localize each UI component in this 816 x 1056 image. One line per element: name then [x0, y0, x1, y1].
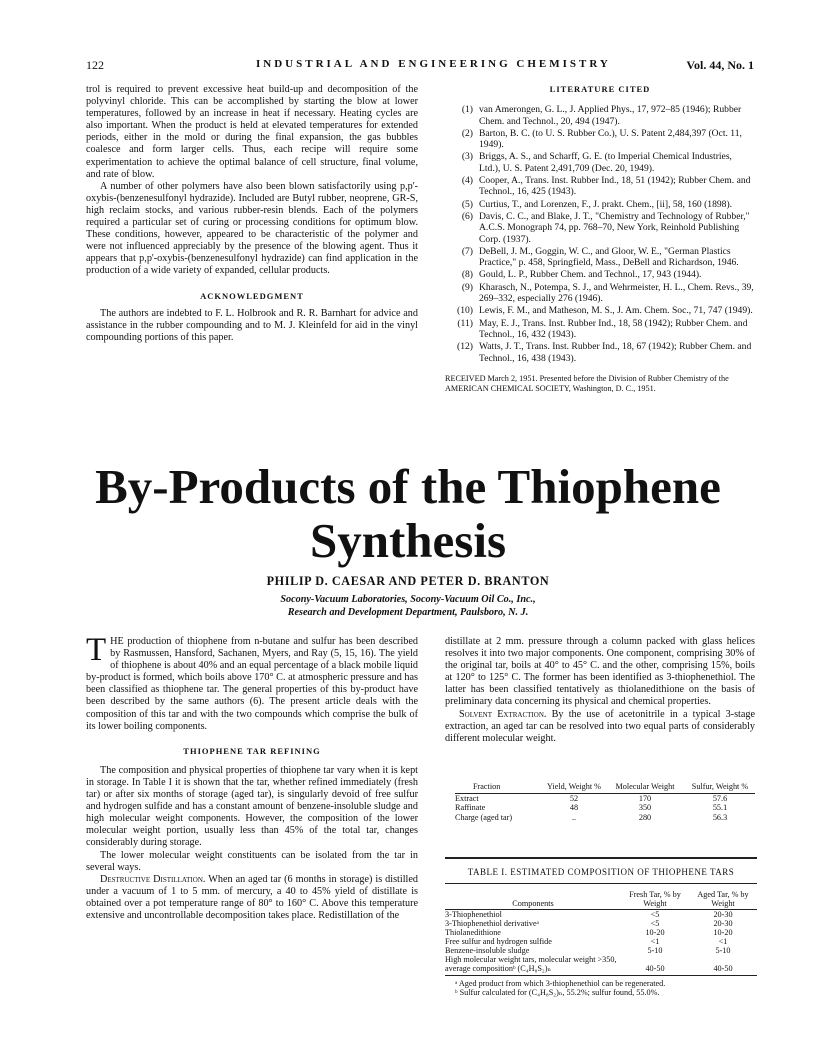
author-affiliation	[60, 594, 756, 619]
table-cell: 52	[569, 794, 579, 804]
table-row	[445, 910, 757, 920]
reference-number: (4)	[461, 175, 473, 187]
affiliation-line: Socony-Vacuum Laboratories, Socony-Vacuum Oil Co., Inc.,	[280, 594, 536, 605]
reference-text: Gould, L. P., Rubber Chem. and Technol., 17, 943 (1944).	[479, 269, 702, 281]
article-authors: PHILIP D. CAESAR AND PETER D. BRANTON	[266, 574, 550, 588]
reference-text: May, E. J., Trans. Inst. Rubber Ind., 18, 58 (1942); Rubber Chem. and Technol., 16, 432 (1943).	[479, 317, 748, 340]
table-cell: 55.1	[712, 803, 728, 813]
table-row	[445, 955, 757, 973]
table-footnotes	[445, 975, 757, 997]
reference-item	[445, 341, 755, 364]
table-cell: Thiolanedithione	[445, 928, 501, 937]
table-cell: 20-30	[713, 919, 733, 928]
page-number: 122	[86, 58, 104, 72]
table-cell: Extract	[455, 794, 479, 804]
reference-item	[445, 211, 755, 245]
table-cell: 3-Thiophenethiol	[445, 910, 502, 919]
table-cell: <1	[650, 937, 660, 946]
table-cell: 280	[638, 812, 652, 822]
table-cell: High molecular weight tars, molecular weight >350, average compositionᵇ (C₄H₈S₂)ₙ	[445, 955, 617, 973]
table-header-row	[455, 782, 755, 794]
fraction-table	[455, 782, 755, 822]
reference-item	[445, 151, 755, 174]
table-row	[445, 937, 757, 946]
received-note: RECEIVED March 2, 1951. Presented before the Division of Rubber Chemistry of the AMERICAN CHEMICAL SOCIETY, Washington, D. C., 1951.	[445, 373, 729, 393]
run-in-heading: Solvent Extraction.	[459, 708, 547, 720]
reference-number: (8)	[461, 269, 473, 281]
table-row	[455, 813, 755, 822]
table-cell: 57.6	[712, 794, 728, 804]
column-header: Yield, Weight %	[543, 782, 605, 794]
reference-text: Kharasch, N., Potempa, S. J., and Wehrmeister, H. L., Chem. Revs., 39, 269–332, especially 276 (1946).	[479, 281, 754, 305]
table-cell: 5-10	[647, 946, 663, 955]
table-cell: 48	[569, 803, 579, 813]
article-left-column	[86, 632, 418, 922]
running-header	[86, 56, 754, 74]
reference-text: van Amerongen, G. L., J. Applied Phys., 17, 972–85 (1946); Rubber Chem. and Technol., 20, 494 (1947).	[479, 104, 742, 127]
column-header: Aged Tar, % by Weight	[689, 890, 757, 910]
reference-item	[445, 318, 755, 341]
reference-number: (7)	[461, 245, 473, 257]
reference-number: (3)	[461, 151, 473, 163]
reference-text: Briggs, A. S., and Scharff, G. E. (to Imperial Chemical Industries, Ltd.), U. S. Patent 2,491,709 (Dec. 20, 1949).	[479, 151, 732, 174]
reference-item	[445, 175, 755, 198]
intro-paragraph	[86, 632, 418, 733]
table-cell: 20-30	[713, 910, 733, 919]
body-paragraph: The composition and physical properties of thiophene tar vary when it is kept in storage. In Table I it is shown that the tar, whether refined immediately (fresh tar) or after six months of storage (aged tar), is singularly devoid of free sulfur and hydrogen sulfide and has a constant amount of benzene-insoluble sludge and high molecular weight components. However, the composition of the lower molecular weight portion, usually less than 45% of the total tar, changes considerably during storage.	[86, 764, 418, 849]
literature-cited-heading: LITERATURE CITED	[549, 84, 651, 94]
reference-number: (2)	[461, 127, 473, 139]
column-header: Fraction	[455, 782, 543, 794]
column-header: Fresh Tar, % by Weight	[621, 890, 689, 910]
table-row	[445, 946, 757, 955]
table-cell: 5-10	[715, 946, 731, 955]
table-cell: 40-50	[645, 964, 665, 973]
reference-number: (10)	[457, 305, 473, 317]
reference-item	[445, 269, 755, 280]
table-cell: Charge (aged tar)	[455, 812, 513, 822]
reference-number: (5)	[461, 198, 473, 210]
affiliation-line: Research and Development Department, Paulsboro, N. J.	[287, 606, 529, 618]
body-paragraph: distillate at 2 mm. pressure through a column packed with glass helices resolves it into two major components. One component, comprising 30% of the original tar, boils at 40° to 45° C. and the other, comprising 15%, boils at 120° to 125° C. The former has been identified as 3-thiophenethiol. The latter has been classified tentatively as thiolanedithione on the basis of preliminary data concerning its physical and chemical properties.	[445, 636, 755, 708]
reference-item	[445, 104, 755, 127]
table-header-row	[445, 890, 757, 910]
table-cell: 350	[638, 803, 652, 813]
reference-item	[445, 282, 755, 305]
table-cell: 56.3	[712, 812, 728, 822]
journal-name: INDUSTRIAL AND ENGINEERING CHEMISTRY	[256, 58, 611, 70]
acknowledgment-text: The authors are indebted to F. L. Holbrook and R. R. Barnhart for advice and assistance in the rubber compounding and to M. J. Kleinfeld for aid in the vinyl compounding portions of this paper.	[86, 307, 418, 343]
reference-list	[445, 104, 755, 364]
column-header: Sulfur, Weight %	[685, 782, 755, 794]
table-cell: <5	[650, 910, 660, 919]
reference-number: (1)	[461, 104, 473, 116]
reference-text: Barton, B. C. (to U. S. Rubber Co.), U. S. Patent 2,484,397 (Oct. 11, 1949).	[479, 127, 742, 151]
section-heading: THIOPHENE TAR REFINING	[183, 745, 321, 756]
body-paragraph	[445, 709, 755, 745]
body-paragraph: The lower molecular weight constituents can be isolated from the tar in several ways.	[86, 849, 418, 873]
literature-cited-section	[445, 84, 755, 394]
table-row	[445, 919, 757, 928]
reference-number: (11)	[457, 317, 473, 329]
table-cell: 40-50	[713, 964, 733, 973]
table-cell: <5	[650, 919, 660, 928]
reference-text: Lewis, F. M., and Matheson, M. S., J. Am. Chem. Soc., 71, 747 (1949).	[479, 305, 753, 317]
drop-cap: T	[86, 632, 107, 668]
paragraph-text: By the use of acetonitrile in a typical 3-stage extraction, an aged tar can be resolved into two equal parts of considerably different molecular weight.	[445, 708, 756, 744]
paragraph-text: When an aged tar (6 months in storage) is distilled under a vacuum of 1 to 5 mm. of mercury, a 40 to 45% yield of distillate is obtained over a pot temperature range of 80° to 160° C. Above this temperature extensive and uncontrollable decomposition takes place. Redistillation of the	[86, 873, 418, 921]
article-title	[60, 460, 756, 568]
reference-item	[445, 128, 755, 151]
article-right-column	[445, 636, 755, 745]
table-cell: <1	[718, 937, 728, 946]
table-row	[445, 928, 757, 937]
reference-text: Cooper, A., Trans. Inst. Rubber Ind., 18, 51 (1942); Rubber Chem. and Technol., 16, 425 (1943).	[479, 175, 751, 198]
volume-issue: Vol. 44, No. 1	[686, 58, 754, 72]
table-cell: 10-20	[713, 928, 733, 937]
reference-text: Davis, C. C., and Blake, J. T., "Chemistry and Technology of Rubber," A.C.S. Monograph 74, pp. 768–70, New York, Reinhold Publishing Corp. (1937).	[479, 210, 750, 245]
reference-item	[445, 199, 755, 210]
table-caption: TABLE I. ESTIMATED COMPOSITION OF THIOPHENE TARS	[445, 868, 757, 884]
reference-number: (9)	[461, 281, 473, 293]
article-title-line: Synthesis	[309, 513, 507, 568]
reference-item	[445, 305, 755, 316]
reference-text: Watts, J. T., Trans. Inst. Rubber Ind., 18, 67 (1942); Rubber Chem. and Technol., 16, 438 (1943).	[479, 341, 752, 364]
previous-article-column	[86, 84, 418, 344]
reference-text: DeBell, J. M., Goggin, W. C., and Gloor, W. E., "German Plastics Practice," p. 458, Springfield, Mass., DeBell and Richardson, 1946.	[479, 245, 739, 269]
reference-item	[445, 246, 755, 269]
run-in-heading: Destructive Distillation.	[100, 873, 206, 885]
reference-number: (6)	[461, 210, 473, 222]
table-footnote: ᵇ Sulfur calculated for (C₄H₈S₂)ₙ, 55.2%; sulfur found, 55.0%.	[455, 988, 660, 997]
table-row	[455, 794, 755, 804]
table-cell: Benzene-insoluble sludge	[445, 946, 530, 955]
intro-text: HE production of thiophene from n-butane and sulfur has been described by Rasmussen, Hansford, Sachanen, Myers, and Ray (5, 15, 16). The yield of thiophene is about 40% and an equal percentage of a black mobile liquid by-product is formed, which boils above 170° C. at atmospheric pressure and has been classified as thiophene tar. The general properties of this by-product have been described by the same authors (6). The present article deals with the composition of this tar and with the two compounds which comprise the bulk of its lower boiling components.	[86, 636, 418, 732]
acknowledgment-heading: ACKNOWLEDGMENT	[200, 290, 304, 301]
composition-table	[445, 857, 757, 997]
reference-text: Curtius, T., and Lorenzen, F., J. prakt. Chem., [ii], 58, 160 (1898).	[479, 198, 733, 210]
table-cell: 3-Thiophenethiol derivativeᵃ	[445, 919, 539, 928]
previous-article-paragraph: A number of other polymers have also been blown satisfactorily using p,p'-oxybis-(benzenesulfonyl hydrazide). Included are Butyl rubber, neoprene, GR-S, high reclaim stocks, and various rubber-resin blends. Each of the polymers required a particular set of curing or processing conditions for optimum blow. These conditions, however, appeared to be characteristic of the polymer and were not influenced appreciably by the presence of the blowing agent. Thus it appears that p,p'-oxybis-(benzenesulfonyl hydrazide) can find application in the production of a wide variety of expanded, cellular products.	[86, 180, 418, 277]
table-cell: ..	[571, 812, 577, 822]
column-header: Components	[445, 890, 621, 910]
column-header: Molecular Weight	[605, 782, 685, 794]
previous-article-paragraph: trol is required to prevent excessive heat build-up and decomposition of the polyvinyl chloride. This can be accomplished by starting the blow at lower temperatures, followed by an increase in heat if necessary. Heating cycles are also important. When the product is held at elevated temperatures for extended periods, either in the mold or during the final expansion, the gas bubbles coalesce and form larger cells. Thus, each recipe will require some experimentation to achieve the optimal balance of cell structure, final volume, and rate of blow.	[86, 84, 418, 180]
table-cell: 10-20	[645, 928, 665, 937]
table-cell: Raffinate	[455, 803, 486, 813]
table-cell: Free sulfur and hydrogen sulfide	[445, 937, 552, 946]
table-row	[455, 803, 755, 812]
body-paragraph	[86, 874, 418, 922]
article-title-line: By-Products of the Thiophene	[95, 459, 721, 514]
table-cell: 170	[638, 794, 652, 804]
table-footnote: ᵃ Aged product from which 3-thiophenethiol can be regenerated.	[455, 979, 666, 988]
reference-number: (12)	[457, 341, 473, 353]
